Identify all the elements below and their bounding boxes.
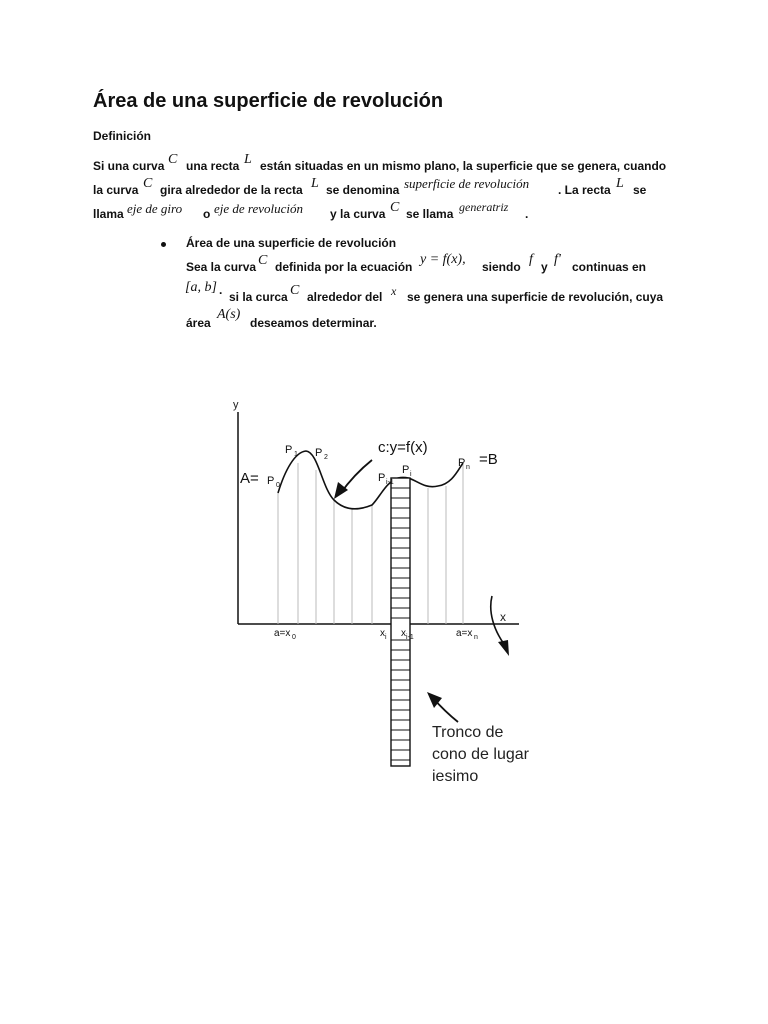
P1-label: P bbox=[285, 444, 293, 456]
P0-sub: 0 bbox=[276, 482, 280, 489]
a-x0-label: a=x bbox=[274, 628, 291, 639]
text: definida por la ecuación bbox=[275, 260, 413, 274]
math-eje-rev: eje de revolución bbox=[214, 201, 304, 216]
tronco-line2: cono de lugar bbox=[432, 746, 529, 763]
curve-label: c:y=f(x) bbox=[378, 439, 428, 456]
math-L: L bbox=[311, 176, 319, 191]
text: . bbox=[525, 207, 529, 221]
text: si la curca bbox=[229, 290, 288, 304]
bullet-heading: Área de una superficie de revolución bbox=[186, 236, 397, 250]
Pi-sub: i bbox=[410, 471, 412, 478]
math-equation: y = f(x), bbox=[420, 252, 466, 267]
text: están situadas en un mismo plano, la superficie que se genera, cuando bbox=[260, 159, 667, 173]
math-C: C bbox=[290, 283, 300, 298]
curve-fx bbox=[278, 451, 466, 509]
text: continuas en bbox=[572, 260, 647, 274]
xi1-label: x bbox=[401, 628, 406, 639]
math-As: A(s) bbox=[217, 307, 241, 322]
math-x: x bbox=[391, 284, 397, 298]
text: y la curva bbox=[330, 207, 386, 221]
math-C: C bbox=[168, 152, 178, 167]
text: . La recta bbox=[558, 183, 611, 197]
P2-sub: 2 bbox=[324, 454, 328, 461]
math-interval: [a, b] bbox=[185, 280, 217, 295]
math-C: C bbox=[258, 253, 268, 268]
Pi-1-label: P bbox=[378, 472, 386, 484]
Pn-sub: n bbox=[466, 464, 470, 471]
math-C: C bbox=[390, 200, 400, 215]
math-C: C bbox=[143, 176, 153, 191]
P1-sub: 1 bbox=[294, 451, 298, 458]
P2-label: P bbox=[315, 447, 323, 459]
tronco-line1: Tronco de bbox=[432, 724, 504, 741]
text: se llama bbox=[406, 207, 454, 221]
text: la curva bbox=[93, 183, 139, 197]
Pn-label: P bbox=[458, 457, 466, 469]
y-axis-label: y bbox=[233, 399, 239, 411]
text: y bbox=[541, 260, 548, 274]
a-xn-sub: n bbox=[474, 634, 478, 641]
P0-label: P bbox=[267, 475, 275, 487]
xi-sub: i bbox=[385, 634, 387, 641]
text: Si una curva bbox=[93, 159, 165, 173]
A-label: A= bbox=[240, 470, 259, 487]
frustum-strip bbox=[391, 478, 410, 766]
tronco-line3: iesimo bbox=[432, 768, 479, 785]
math-f: f bbox=[529, 252, 533, 267]
xi1-sub: i-1 bbox=[406, 634, 414, 641]
Pi-label: P bbox=[402, 464, 410, 476]
a-xn-label: a=x bbox=[456, 628, 473, 639]
rotation-arrow-icon bbox=[491, 596, 509, 656]
text: Sea la curva bbox=[186, 260, 257, 274]
text: siendo bbox=[482, 260, 521, 274]
text: alrededor del bbox=[307, 290, 383, 304]
math-superficie: superficie de revolución bbox=[404, 176, 530, 191]
xi-label: x bbox=[380, 628, 385, 639]
text: . bbox=[219, 283, 223, 297]
math-fprime: f' bbox=[554, 252, 561, 267]
page-title: Área de una superficie de revolución bbox=[93, 90, 444, 112]
text: llama bbox=[93, 207, 124, 221]
text: o bbox=[203, 207, 211, 221]
section-subtitle: Definición bbox=[93, 129, 152, 143]
math-generatriz: generatriz bbox=[459, 200, 509, 214]
strip-arrow bbox=[427, 692, 458, 722]
text: se bbox=[633, 183, 647, 197]
math-L: L bbox=[244, 152, 252, 167]
text: área bbox=[186, 316, 211, 330]
a-x0-sub: 0 bbox=[292, 634, 296, 641]
text: una recta bbox=[186, 159, 240, 173]
math-eje-giro: eje de giro bbox=[127, 201, 183, 216]
text: se genera una superficie de revolución, cuya bbox=[407, 290, 664, 304]
text: se denomina bbox=[326, 183, 400, 197]
x-axis-label: x bbox=[500, 610, 506, 624]
B-label: =B bbox=[479, 451, 498, 468]
text: gira alrededor de la recta bbox=[160, 183, 303, 197]
text: deseamos determinar. bbox=[250, 316, 377, 330]
math-L: L bbox=[616, 176, 624, 191]
Pi-1-sub: i-1 bbox=[386, 479, 394, 486]
curve-arrow bbox=[334, 460, 372, 499]
